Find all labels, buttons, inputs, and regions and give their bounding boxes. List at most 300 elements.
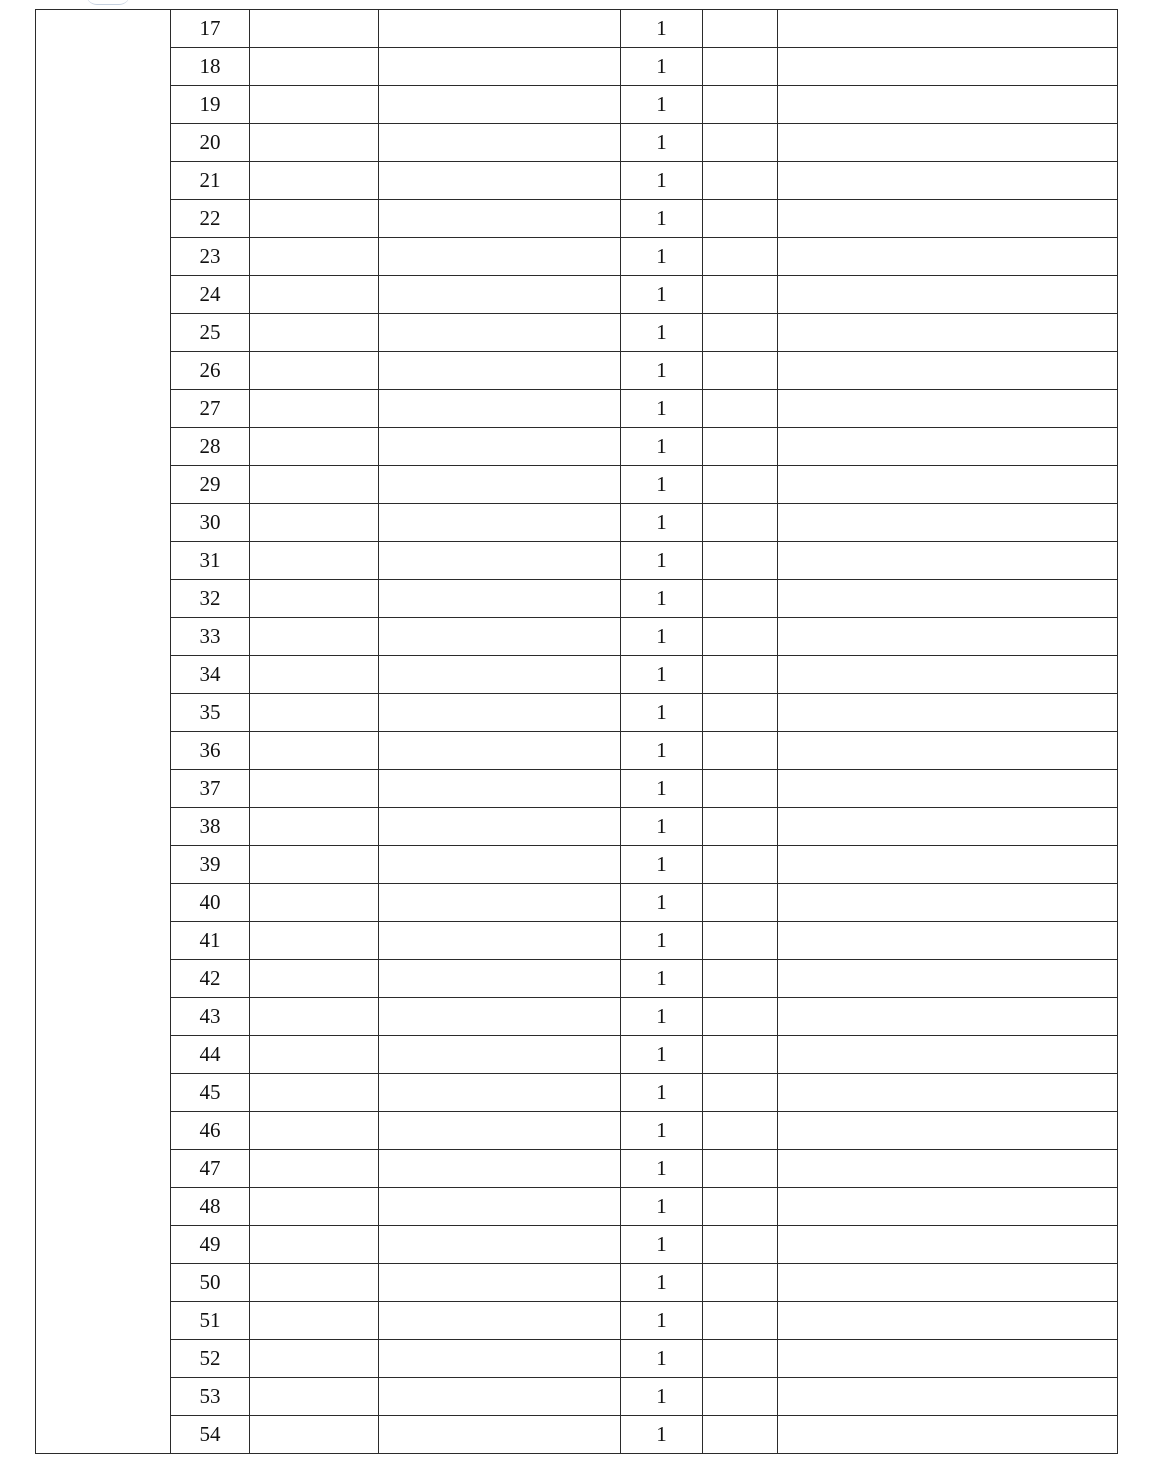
empty-cell-b [379,960,621,998]
row-number-cell [171,1036,250,1074]
empty-cell-a [250,1226,379,1264]
empty-cell-b [379,314,621,352]
empty-cell-d [778,1150,1118,1188]
quantity-value: 1 [656,282,667,306]
row-number: 48 [199,1194,221,1218]
group-cell [36,10,171,1454]
table-row [36,200,1118,238]
quantity-value: 1 [656,928,667,952]
row-number: 17 [199,16,221,40]
row-number: 53 [199,1384,221,1408]
quantity-cell [621,390,703,428]
empty-cell-c [703,352,778,390]
row-number-cell [171,390,250,428]
quantity-value: 1 [656,700,667,724]
quantity-cell [621,580,703,618]
row-number-cell [171,1188,250,1226]
empty-cell-c [703,846,778,884]
quantity-cell [621,1226,703,1264]
row-number-cell [171,542,250,580]
row-number-cell [171,276,250,314]
empty-cell-a [250,1264,379,1302]
row-number-cell [171,1112,250,1150]
quantity-cell [621,1188,703,1226]
empty-cell-c [703,1302,778,1340]
empty-cell-c [703,162,778,200]
empty-cell-a [250,542,379,580]
quantity-cell [621,922,703,960]
row-number: 21 [199,168,221,192]
empty-cell-a [250,1074,379,1112]
empty-cell-a [250,428,379,466]
empty-cell-b [379,1036,621,1074]
empty-cell-d [778,580,1118,618]
empty-cell-c [703,428,778,466]
row-number-cell [171,846,250,884]
empty-cell-c [703,732,778,770]
empty-cell-a [250,10,379,48]
empty-cell-d [778,960,1118,998]
quantity-value: 1 [656,852,667,876]
empty-cell-a [250,656,379,694]
empty-cell-a [250,998,379,1036]
table-row [36,1036,1118,1074]
row-number-cell [171,48,250,86]
row-number: 24 [199,282,221,306]
empty-cell-b [379,276,621,314]
quantity-value: 1 [656,1308,667,1332]
empty-cell-b [379,1150,621,1188]
row-number-cell [171,1416,250,1454]
row-number-cell [171,580,250,618]
empty-cell-b [379,808,621,846]
table-body [36,10,1118,1454]
row-number: 18 [199,54,221,78]
row-number-cell [171,1302,250,1340]
quantity-value: 1 [656,472,667,496]
quantity-cell [621,998,703,1036]
empty-cell-a [250,162,379,200]
empty-cell-c [703,390,778,428]
quantity-value: 1 [656,1194,667,1218]
row-number: 46 [199,1118,221,1142]
row-number-cell [171,352,250,390]
empty-cell-a [250,86,379,124]
row-number-cell [171,162,250,200]
empty-cell-a [250,1340,379,1378]
row-number-cell [171,1226,250,1264]
row-number-cell [171,884,250,922]
empty-cell-a [250,846,379,884]
table-row [36,276,1118,314]
quantity-cell [621,656,703,694]
empty-cell-d [778,884,1118,922]
inventory-table [35,9,1118,1454]
empty-cell-a [250,1112,379,1150]
quantity-value: 1 [656,1422,667,1446]
table-row [36,504,1118,542]
empty-cell-b [379,656,621,694]
row-number: 41 [199,928,221,952]
row-number-cell [171,656,250,694]
quantity-cell [621,808,703,846]
empty-cell-c [703,542,778,580]
table-row [36,580,1118,618]
empty-cell-a [250,466,379,504]
empty-cell-c [703,1074,778,1112]
table-row [36,466,1118,504]
empty-cell-c [703,1150,778,1188]
table-row [36,808,1118,846]
quantity-value: 1 [656,54,667,78]
quantity-value: 1 [656,738,667,762]
table-row [36,998,1118,1036]
empty-cell-b [379,10,621,48]
empty-cell-a [250,314,379,352]
row-number: 51 [199,1308,221,1332]
empty-cell-b [379,1188,621,1226]
table-row [36,846,1118,884]
quantity-cell [621,732,703,770]
empty-cell-a [250,352,379,390]
row-number-cell [171,618,250,656]
empty-cell-d [778,1188,1118,1226]
empty-cell-d [778,998,1118,1036]
empty-cell-a [250,1302,379,1340]
empty-cell-a [250,200,379,238]
empty-cell-a [250,504,379,542]
row-number: 52 [199,1346,221,1370]
row-number-cell [171,770,250,808]
row-number: 44 [199,1042,221,1066]
table-row [36,162,1118,200]
quantity-cell [621,960,703,998]
quantity-value: 1 [656,1232,667,1256]
table-row [36,922,1118,960]
quantity-value: 1 [656,1270,667,1294]
table-row [36,390,1118,428]
empty-cell-b [379,1302,621,1340]
quantity-value: 1 [656,16,667,40]
table-row [36,352,1118,390]
row-number: 38 [199,814,221,838]
row-number: 26 [199,358,221,382]
quantity-cell [621,504,703,542]
table-row [36,960,1118,998]
quantity-cell [621,276,703,314]
quantity-value: 1 [656,320,667,344]
empty-cell-d [778,352,1118,390]
empty-cell-d [778,732,1118,770]
quantity-cell [621,162,703,200]
empty-cell-b [379,884,621,922]
quantity-value: 1 [656,776,667,800]
empty-cell-a [250,960,379,998]
table-row [36,1188,1118,1226]
empty-cell-a [250,1378,379,1416]
empty-cell-b [379,732,621,770]
quantity-cell [621,770,703,808]
empty-cell-b [379,238,621,276]
empty-cell-d [778,656,1118,694]
row-number: 35 [199,700,221,724]
quantity-cell [621,10,703,48]
empty-cell-d [778,314,1118,352]
empty-cell-a [250,390,379,428]
table-row [36,1112,1118,1150]
empty-cell-d [778,1036,1118,1074]
empty-cell-c [703,200,778,238]
quantity-value: 1 [656,1384,667,1408]
empty-cell-d [778,48,1118,86]
empty-cell-c [703,998,778,1036]
row-number: 32 [199,586,221,610]
quantity-cell [621,846,703,884]
empty-cell-d [778,1074,1118,1112]
empty-cell-d [778,10,1118,48]
quantity-value: 1 [656,1118,667,1142]
row-number-cell [171,10,250,48]
quantity-cell [621,428,703,466]
empty-cell-c [703,238,778,276]
empty-cell-c [703,466,778,504]
table-row [36,1264,1118,1302]
quantity-cell [621,48,703,86]
empty-cell-d [778,1112,1118,1150]
empty-cell-b [379,86,621,124]
row-number: 23 [199,244,221,268]
table-row [36,428,1118,466]
empty-cell-d [778,390,1118,428]
quantity-cell [621,542,703,580]
empty-cell-d [778,238,1118,276]
table-row [36,1150,1118,1188]
empty-cell-b [379,390,621,428]
empty-cell-c [703,124,778,162]
quantity-value: 1 [656,1004,667,1028]
empty-cell-b [379,1226,621,1264]
row-number-cell [171,960,250,998]
empty-cell-a [250,922,379,960]
quantity-value: 1 [656,624,667,648]
quantity-cell [621,1264,703,1302]
empty-cell-b [379,618,621,656]
row-number-cell [171,466,250,504]
empty-cell-d [778,124,1118,162]
quantity-cell [621,884,703,922]
empty-cell-b [379,1340,621,1378]
row-number: 29 [199,472,221,496]
empty-cell-a [250,884,379,922]
row-number-cell [171,1074,250,1112]
quantity-cell [621,618,703,656]
empty-cell-d [778,922,1118,960]
table-row [36,694,1118,732]
empty-cell-b [379,504,621,542]
table-row [36,1416,1118,1454]
quantity-value: 1 [656,890,667,914]
empty-cell-a [250,1150,379,1188]
empty-cell-b [379,1074,621,1112]
empty-cell-a [250,48,379,86]
row-number: 19 [199,92,221,116]
empty-cell-b [379,200,621,238]
empty-cell-a [250,808,379,846]
empty-cell-d [778,1302,1118,1340]
empty-cell-d [778,276,1118,314]
quantity-value: 1 [656,358,667,382]
empty-cell-d [778,1378,1118,1416]
empty-cell-c [703,1112,778,1150]
empty-cell-d [778,86,1118,124]
quantity-cell [621,314,703,352]
table-row [36,86,1118,124]
row-number-cell [171,200,250,238]
quantity-cell [621,1074,703,1112]
table-row [36,48,1118,86]
empty-cell-c [703,314,778,352]
empty-cell-c [703,1264,778,1302]
empty-cell-c [703,694,778,732]
row-number: 36 [199,738,221,762]
row-number-cell [171,1340,250,1378]
table-row [36,770,1118,808]
empty-cell-b [379,580,621,618]
empty-cell-c [703,10,778,48]
quantity-cell [621,86,703,124]
row-number: 28 [199,434,221,458]
quantity-value: 1 [656,244,667,268]
empty-cell-a [250,694,379,732]
empty-cell-c [703,1188,778,1226]
row-number: 47 [199,1156,221,1180]
empty-cell-d [778,808,1118,846]
row-number: 43 [199,1004,221,1028]
quantity-cell [621,1036,703,1074]
empty-cell-b [379,466,621,504]
table-row [36,618,1118,656]
row-number: 25 [199,320,221,344]
empty-cell-b [379,922,621,960]
row-number: 30 [199,510,221,534]
table-row [36,10,1118,48]
empty-cell-c [703,1416,778,1454]
quantity-value: 1 [656,1346,667,1370]
empty-cell-c [703,656,778,694]
empty-cell-c [703,48,778,86]
table-row [36,1340,1118,1378]
empty-cell-b [379,1378,621,1416]
quantity-value: 1 [656,1080,667,1104]
row-number-cell [171,124,250,162]
empty-cell-c [703,960,778,998]
empty-cell-b [379,694,621,732]
empty-cell-c [703,86,778,124]
quantity-cell [621,1378,703,1416]
row-number-cell [171,808,250,846]
empty-cell-c [703,580,778,618]
table-row [36,314,1118,352]
empty-cell-d [778,618,1118,656]
row-number-cell [171,1264,250,1302]
quantity-cell [621,200,703,238]
row-number-cell [171,1150,250,1188]
quantity-value: 1 [656,1042,667,1066]
table-row [36,884,1118,922]
empty-cell-b [379,1416,621,1454]
empty-cell-c [703,922,778,960]
table-row [36,1226,1118,1264]
empty-cell-d [778,1264,1118,1302]
empty-cell-b [379,998,621,1036]
row-number-cell [171,1378,250,1416]
empty-cell-b [379,1112,621,1150]
empty-cell-d [778,694,1118,732]
empty-cell-b [379,542,621,580]
table-row [36,542,1118,580]
empty-cell-d [778,466,1118,504]
empty-cell-c [703,1340,778,1378]
empty-cell-a [250,732,379,770]
quantity-cell [621,1340,703,1378]
quantity-value: 1 [656,548,667,572]
empty-cell-a [250,1036,379,1074]
empty-cell-c [703,276,778,314]
empty-cell-c [703,1036,778,1074]
row-number: 42 [199,966,221,990]
quantity-cell [621,1416,703,1454]
empty-cell-c [703,1378,778,1416]
quantity-value: 1 [656,168,667,192]
row-number-cell [171,922,250,960]
empty-cell-d [778,1340,1118,1378]
row-number-cell [171,732,250,770]
table-row [36,238,1118,276]
row-number: 54 [199,1422,221,1446]
quantity-cell [621,238,703,276]
quantity-cell [621,466,703,504]
quantity-cell [621,1302,703,1340]
empty-cell-b [379,48,621,86]
quantity-cell [621,1112,703,1150]
empty-cell-c [703,770,778,808]
row-number: 20 [199,130,221,154]
empty-cell-c [703,1226,778,1264]
empty-cell-a [250,1416,379,1454]
quantity-value: 1 [656,130,667,154]
table-row [36,1378,1118,1416]
empty-cell-d [778,1416,1118,1454]
quantity-cell [621,1150,703,1188]
empty-cell-a [250,124,379,162]
quantity-value: 1 [656,92,667,116]
empty-cell-b [379,124,621,162]
quantity-value: 1 [656,1156,667,1180]
row-number: 31 [199,548,221,572]
row-number-cell [171,428,250,466]
quantity-value: 1 [656,814,667,838]
row-number-cell [171,504,250,542]
empty-cell-b [379,162,621,200]
empty-cell-b [379,770,621,808]
empty-cell-b [379,846,621,884]
quantity-value: 1 [656,396,667,420]
row-number: 27 [199,396,221,420]
row-number-cell [171,86,250,124]
empty-cell-d [778,542,1118,580]
empty-cell-d [778,200,1118,238]
empty-cell-b [379,1264,621,1302]
